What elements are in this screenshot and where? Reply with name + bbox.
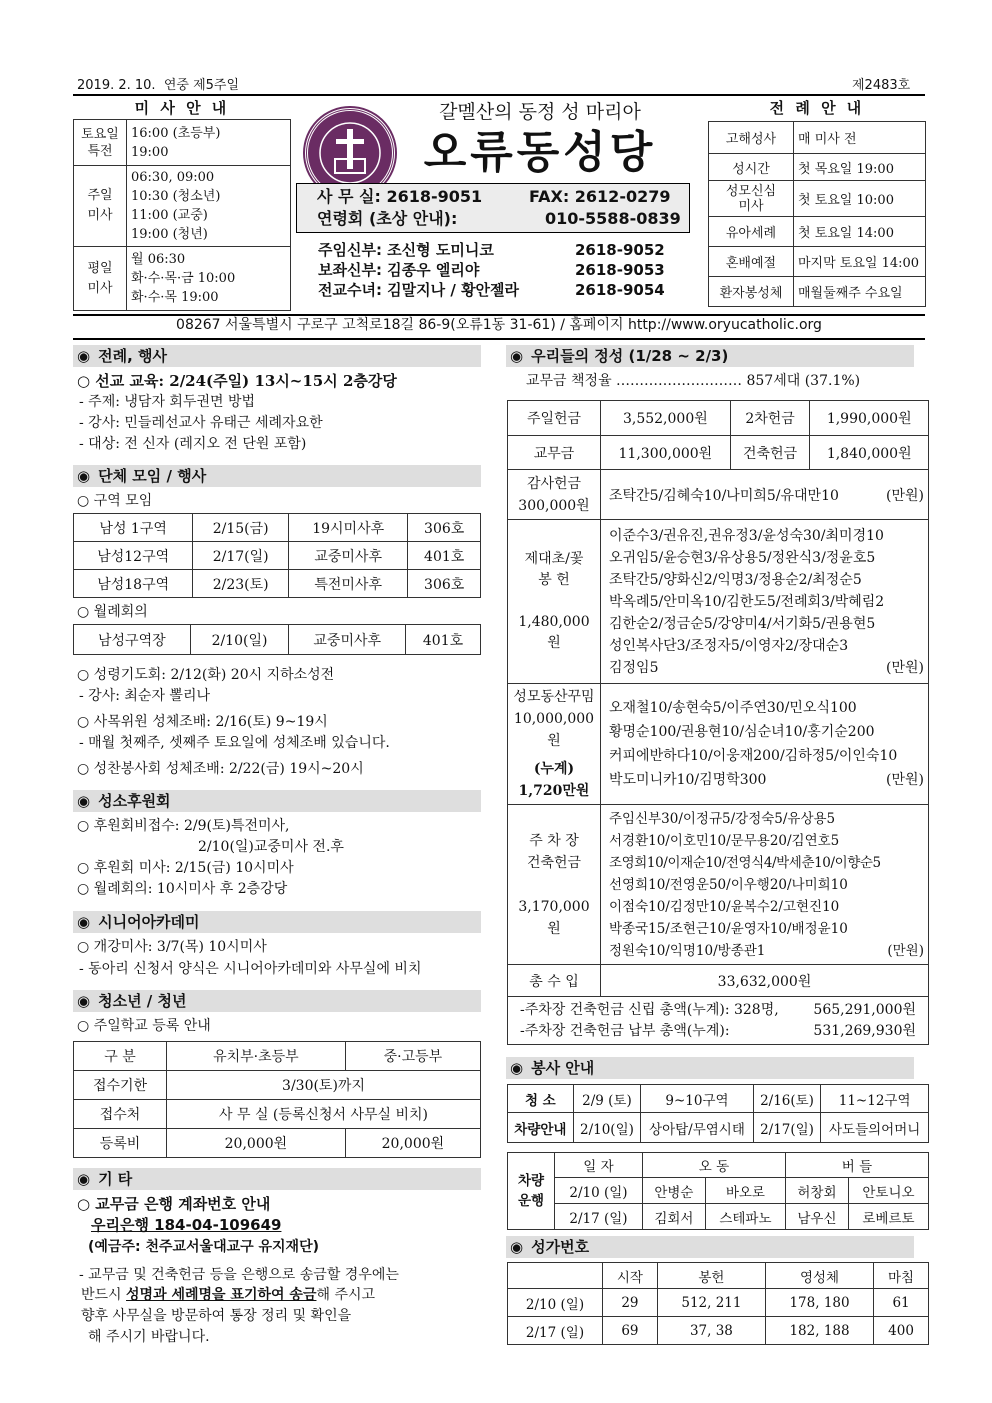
table-cell: 이준수3/권유진,권유정3/윤성숙30/최미경10 오귀임5/윤승현3/유상용5/정완식3/정윤호5 조탁간5/양화신2/익명3/정용순2/최정순5 박옥례5/안미옥10/김한도5/전례회3/박혜림2 김한순2/정금순5/강양미4/서기화5/권용현5 성인복사단3/조정자5/이영자2/장대순3 김정임5 (만원)	[601, 520, 929, 684]
text-line: 성가번호	[531, 1238, 590, 1256]
table-cell: 감사헌금 300,000원	[508, 470, 601, 520]
table-cell: 접수기한	[74, 1071, 167, 1100]
yeonryeong-label: 연령회 (초상 안내):	[317, 209, 458, 228]
table-cell: 오 동	[642, 1153, 785, 1178]
text-line: 2/10(일)교중미사 전.후	[198, 839, 344, 855]
table-cell: 매 미사 전	[794, 122, 926, 154]
section-misc	[73, 1168, 481, 1190]
table-cell: 조탁간5/김혜숙10/나미희5/유대만10 (만원)	[601, 470, 929, 520]
mass-times: 16:00 (초등부) 19:00	[127, 120, 291, 166]
table-cell: 11~12구역	[821, 1085, 929, 1113]
table-cell: 2/10 (일)	[508, 1289, 603, 1317]
text-line: 반드시 성명과 세례명을 표기하여 송금해 주시고	[81, 1287, 376, 1303]
table-cell: 남우신	[785, 1204, 848, 1230]
section-hymns	[506, 1236, 914, 1258]
text-line: - 강사: 최순자 뽈리나	[79, 688, 210, 704]
table-cell: 첫 토요일 10:00	[794, 181, 926, 217]
staff-assistant-phone: 2618-9053	[575, 261, 665, 279]
table-cell: 20,000원	[345, 1129, 480, 1158]
text-line: 시니어아카데미	[98, 913, 200, 931]
table-cell: 20,000원	[167, 1129, 346, 1158]
table-cell: 로베르토	[848, 1204, 928, 1230]
table-cell: -주차장 건축헌금 신립 총액(누계): 328명, 565,291,000원 -주차장 건축헌금 납부 총액(누계): 531,269,930원	[508, 997, 929, 1045]
table-cell: 차량안내	[508, 1113, 574, 1143]
mass-label: 주일 미사	[74, 166, 127, 247]
parish-name: 오류동성당	[423, 127, 657, 178]
text-line: 봉사 안내	[531, 1059, 595, 1077]
monthly-meeting-table	[73, 624, 481, 655]
youth-registration-table	[73, 1041, 481, 1158]
issue-number: 제2483호	[852, 78, 911, 93]
mission-education: ○ 선교 교육: 2/24(주일) 13시~15시 2층강당	[77, 372, 397, 390]
table-cell: 2/17(일)	[753, 1113, 821, 1143]
text-line: 성소후원회	[98, 792, 171, 810]
table-cell: 512, 211	[657, 1289, 765, 1317]
vehicle-table	[507, 1152, 929, 1230]
table-cell: 구 분	[74, 1042, 167, 1071]
text-line: - 대상: 전 신자 (레지오 전 단원 포함)	[79, 436, 307, 452]
table-cell: 유아세례	[709, 217, 794, 247]
table-cell: 남성18구역	[74, 570, 193, 598]
text-line: ◉	[77, 347, 91, 365]
text-line: ○ 구역 모임	[77, 493, 153, 509]
office-box	[296, 183, 690, 233]
table-cell: 주일헌금	[508, 401, 601, 436]
table-cell: 306호	[408, 514, 481, 542]
fax: FAX: 2612-0279	[529, 187, 671, 206]
hymn-table	[507, 1262, 929, 1345]
text-line: (예금주: 천주교서울대교구 유지재단)	[88, 1239, 320, 1255]
section-liturgy-events	[73, 345, 481, 367]
address: 08267 서울특별시 구로구 고척로18길 86-9(오류1동 31-61) / 홈페이지 http://www.oryucatholic.org	[176, 317, 822, 333]
table-cell: 영성체	[765, 1263, 873, 1289]
table-cell: 상아탑/무염시태	[641, 1113, 754, 1143]
table-cell: 성모동산꾸밈 10,000,000원 (누계) 1,720만원	[508, 684, 601, 805]
table-cell: 마지막 토요일 14:00	[794, 247, 926, 277]
offering-rate: 교무금 책정율 ……………………… 857세대 (37.1%)	[526, 373, 861, 389]
text-line: ○ 월례회의: 10시미사 후 2층강당	[77, 881, 288, 897]
text-line: ◉	[77, 467, 91, 485]
table-cell: 오재철10/송현숙5/이주연30/민오식100 황명순100/권용현10/심순녀10/홍기순200 커피에반하다10/이웅재200/김하정5/이인숙10 박도미니카10/김명학300 (만원)	[601, 684, 929, 805]
table-cell: 첫 토요일 14:00	[794, 217, 926, 247]
table-cell: 2/9 (토)	[573, 1085, 641, 1113]
text-line: 해 주시기 바랍니다.	[88, 1329, 210, 1345]
table-cell: 첫 목요일 19:00	[794, 154, 926, 181]
table-cell: 교중미사후	[289, 542, 408, 570]
table-cell: 환자봉성체	[709, 277, 794, 307]
text-line: 전례, 행사	[98, 347, 167, 365]
offering-table	[507, 400, 929, 1045]
table-cell: 봉헌	[657, 1263, 765, 1289]
text-line: - 매월 첫째주, 셋째주 토요일에 성체조배 있습니다.	[79, 735, 390, 751]
table-cell: 제대초/꽃 봉 헌 1,480,000원	[508, 520, 601, 684]
table-cell: 고해성사	[709, 122, 794, 154]
table-cell: 2차헌금	[730, 401, 810, 436]
text-line: ○ 후원회 미사: 2/15(금) 10시미사	[77, 860, 294, 876]
text-line: - 강사: 민들레선교사 유태근 세례자요한	[79, 415, 323, 431]
table-cell: 178, 180	[765, 1289, 873, 1317]
text-line: ○ 교무금 은행 계좌번호 안내	[77, 1195, 271, 1213]
text-line: - 동아리 신청서 양식은 시니어아카데미와 사무실에 비치	[79, 961, 422, 977]
bank-account: 우리은행 184-04-109649	[91, 1216, 282, 1234]
table-cell	[508, 1263, 603, 1289]
table-cell: 3,552,000원	[601, 401, 731, 436]
table-cell: 33,632,000원	[601, 965, 929, 997]
table-cell: 주 차 장 건축헌금 3,170,000원	[508, 805, 601, 965]
section-youth	[73, 990, 481, 1012]
section-senior	[73, 911, 481, 933]
table-cell: 총 수 입	[508, 965, 601, 997]
table-cell: 사 무 실 (등록신청서 사무실 비치)	[167, 1100, 481, 1129]
yeonryeong-phone: 010-5588-0839	[545, 209, 681, 228]
table-cell: 29	[603, 1289, 658, 1317]
text-line: ◉	[510, 1059, 524, 1077]
table-cell: 3/30(토)까지	[167, 1071, 481, 1100]
table-cell: 남성구역장	[74, 625, 191, 655]
table-cell: 건축헌금	[730, 436, 810, 470]
liturgy-title: 전 례 안 내	[769, 99, 865, 117]
text-line: 우리들의 정성 (1/28 ~ 2/3)	[531, 347, 729, 365]
mass-times: 월 06:30 화·수·목·금 10:00 화·수·목 19:00	[127, 247, 291, 311]
text-line: ○ 월례회의	[77, 604, 148, 620]
mass-title: 미 사 안 내	[134, 99, 230, 117]
section-groups	[73, 465, 481, 487]
mass-times: 06:30, 09:00 10:30 (청소년) 11:00 (교중) 19:00 (청년)	[127, 166, 291, 247]
table-cell: 유치부·초등부	[167, 1042, 346, 1071]
text-line: - 주제: 냉담자 회두권면 방법	[79, 394, 256, 410]
table-cell: 시작	[603, 1263, 658, 1289]
table-cell: 혼배예절	[709, 247, 794, 277]
section-vocation	[73, 790, 481, 812]
table-cell: 마침	[874, 1263, 929, 1289]
text-line: ○ 사목위원 성체조배: 2/16(토) 9~19시	[77, 714, 328, 730]
liturgy-table	[708, 121, 926, 307]
table-cell: 일 자	[555, 1153, 643, 1178]
staff-sister: 전교수녀: 김말지나 / 황안젤라	[318, 281, 520, 299]
table-cell: 허창회	[785, 1178, 848, 1204]
service-table	[507, 1084, 929, 1143]
staff-sister-phone: 2618-9054	[575, 281, 665, 299]
table-cell: 교무금	[508, 436, 601, 470]
text-line: 청소년 / 청년	[98, 992, 187, 1010]
section-service	[506, 1057, 914, 1079]
table-cell: 청 소	[508, 1085, 574, 1113]
mass-label: 평일 미사	[74, 247, 127, 311]
table-cell: 남성12구역	[74, 542, 193, 570]
table-cell: 1,990,000원	[810, 401, 929, 436]
table-cell: 스테파노	[705, 1204, 785, 1230]
table-cell: 접수처	[74, 1100, 167, 1129]
table-cell: 2/16(토)	[753, 1085, 821, 1113]
text-line: ○ 후원회비접수: 2/9(토)특전미사,	[77, 818, 290, 834]
table-cell: 성모신심 미사	[709, 181, 794, 217]
text-line: ○ 주일학교 등록 안내	[77, 1018, 211, 1034]
text-line: ◉	[77, 913, 91, 931]
table-cell: 성시간	[709, 154, 794, 181]
table-cell: 매월둘째주 수요일	[794, 277, 926, 307]
text-line: ○ 개강미사: 3/7(목) 10시미사	[77, 939, 267, 955]
text-line: 향후 사무실을 방문하여 통장 정리 및 확인을	[81, 1308, 352, 1324]
table-cell: 사도들의어머니	[821, 1113, 929, 1143]
table-cell: 182, 188	[765, 1317, 873, 1345]
table-cell: 2/10(일)	[573, 1113, 641, 1143]
table-cell: 등록비	[74, 1129, 167, 1158]
table-cell: 2/17(일)	[193, 542, 289, 570]
table-cell: 특전미사후	[289, 570, 408, 598]
text-line: 단체 모임 / 행사	[98, 467, 207, 485]
issue-date: 2019. 2. 10. 연중 제5주일	[77, 78, 240, 93]
office-phone: 사 무 실: 2618-9051	[317, 187, 483, 206]
table-cell: 버 들	[785, 1153, 928, 1178]
table-cell: 안토니오	[848, 1178, 928, 1204]
table-cell: 2/10 (일)	[555, 1178, 643, 1204]
district-table	[73, 513, 481, 598]
table-cell: 중·고등부	[345, 1042, 480, 1071]
table-cell: 61	[874, 1289, 929, 1317]
text-line: - 교무금 및 건축헌금 등을 은행으로 송금할 경우에는	[79, 1267, 399, 1283]
table-cell: 306호	[408, 570, 481, 598]
staff-assistant: 보좌신부: 김종우 엘리야	[318, 261, 480, 279]
table-cell: 2/17 (일)	[555, 1204, 643, 1230]
table-cell: 401호	[406, 625, 481, 655]
mass-label: 토요일 특전	[74, 120, 127, 166]
text-line: ◉	[510, 1238, 524, 1256]
table-cell: 교중미사후	[289, 625, 406, 655]
text-line: ◉	[77, 1170, 91, 1188]
text-line: ○ 성찬봉사회 성체조배: 2/22(금) 19시~20시	[77, 761, 364, 777]
mass-table	[73, 119, 291, 311]
text-line: 기 타	[98, 1170, 133, 1188]
staff-pastor: 주임신부: 조신형 도미니코	[318, 241, 494, 259]
table-cell: 11,300,000원	[601, 436, 731, 470]
text-line: ◉	[510, 347, 524, 365]
table-cell: 37, 38	[657, 1317, 765, 1345]
table-cell: 2/23(토)	[193, 570, 289, 598]
table-cell: 주임신부30/이정규5/강정숙5/유상용5 서경환10/이호민10/문무용20/김연호5 조영희10/이재순10/전영식4/박세춘10/이향순5 선영희10/전영운50/이우행20/나미희10 이점숙10/김정만10/윤복수2/고현진10 박종국15/조현근10/윤영자10/배정윤10 정원숙10/익명10/방종관1 (만원)	[601, 805, 929, 965]
parish-subtitle: 갈멜산의 동정 성 마리아	[439, 101, 641, 123]
table-cell: 2/17 (일)	[508, 1317, 603, 1345]
table-cell: 401호	[408, 542, 481, 570]
staff-pastor-phone: 2618-9052	[575, 241, 665, 259]
table-cell: 400	[874, 1317, 929, 1345]
table-cell: 김회서	[642, 1204, 705, 1230]
table-cell: 남성 1구역	[74, 514, 193, 542]
text-line: ◉	[77, 792, 91, 810]
section-offering	[506, 345, 914, 367]
table-cell: 2/15(금)	[193, 514, 289, 542]
text-line: ○ 성령기도회: 2/12(화) 20시 지하소성전	[77, 667, 335, 683]
table-cell: 1,840,000원	[810, 436, 929, 470]
table-cell: 2/10(일)	[190, 625, 289, 655]
table-cell: 69	[603, 1317, 658, 1345]
table-cell: 바오로	[705, 1178, 785, 1204]
table-cell: 차량 운행	[508, 1153, 555, 1230]
text-line: ◉	[77, 992, 91, 1010]
table-cell: 9~10구역	[641, 1085, 754, 1113]
table-cell: 19시미사후	[289, 514, 408, 542]
table-cell: 안병순	[642, 1178, 705, 1204]
